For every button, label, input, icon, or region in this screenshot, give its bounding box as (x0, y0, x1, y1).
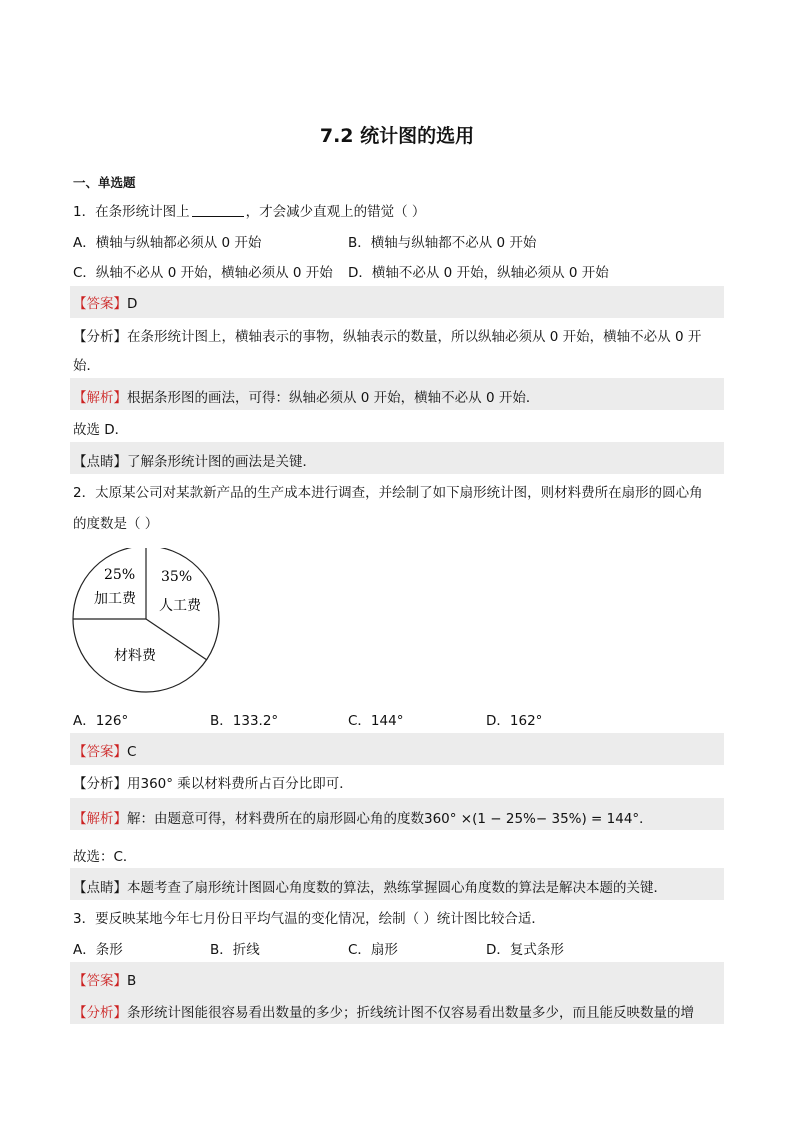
q1-option-c: C．纵轴不必从 0 开始，横轴必须从 0 开始 (73, 265, 333, 281)
q2-option-b: B．133.2° (210, 713, 279, 729)
pie-chart (68, 548, 228, 696)
q3-answer (73, 969, 136, 989)
slice-rengong-pct: 35% (161, 569, 193, 585)
page-title: 7.2 统计图的选用 (319, 125, 475, 147)
q1-option-d: D．横轴不必从 0 开始，纵轴必须从 0 开始 (348, 265, 609, 281)
q1-solution-text: 根据条形图的画法，可得：纵轴必须从 0 开始，横轴不必从 0 开始． (127, 390, 540, 406)
q3-analysis-tag: 【分析】 (73, 1005, 127, 1021)
slice-rengong-label: 人工费 (159, 598, 201, 614)
q3-answer-bg (70, 962, 724, 994)
q1-analysis (73, 325, 701, 345)
q1-analysis-cont: 始． (73, 358, 100, 374)
q2-analysis-tag: 【分析】 (73, 776, 127, 792)
q1-blank (192, 204, 244, 217)
q2-solution (73, 807, 653, 827)
q3-answer-tag: 【答案】 (73, 973, 127, 989)
slice-cailiao-label: 材料费 (114, 648, 156, 664)
q1-solution (73, 386, 539, 406)
q2-stem-line2: 的度数是（ ） (73, 516, 159, 532)
q2-analysis-text: 用360° 乘以材料费所占百分比即可． (127, 776, 353, 792)
q1-stem (73, 200, 425, 220)
q2-choose: 故选：C． (73, 849, 137, 865)
q1-analysis-tag: 【分析】 (73, 329, 127, 345)
q2-solution-text: 解：由题意可得，材料费所在的扇形圆心角的度数360° ×(1 − 25%− 35%) = 144°． (127, 811, 653, 827)
q1-option-b: B．横轴与纵轴都不必从 0 开始 (348, 235, 537, 251)
q1-solution-tag: 【解析】 (73, 390, 127, 406)
q2-answer-bg (70, 733, 724, 765)
q3-option-d: D．复式条形 (486, 942, 564, 958)
q2-comment-tag: 【点睛】 (73, 880, 127, 896)
q1-analysis-text: 在条形统计图上，横轴表示的事物，纵轴表示的数量，所以纵轴必须从 0 开始，横轴不必从 0 开 (127, 329, 702, 345)
q2-analysis (73, 772, 353, 792)
q2-option-a: A．126° (73, 713, 129, 729)
q1-comment-tag: 【点睛】 (73, 454, 127, 470)
q2-answer-value: C (127, 744, 137, 760)
q3-option-a: A．条形 (73, 942, 123, 958)
q1-answer-value: D (127, 296, 138, 312)
q1-answer-tag: 【答案】 (73, 296, 127, 312)
q1-comment (73, 450, 316, 470)
q1-comment-text: 了解条形统计图的画法是关键． (127, 454, 316, 470)
q3-analysis-text: 条形统计图能很容易看出数量的多少；折线统计图不仅容易看出数量多少，而且能反映数量的增 (127, 1005, 694, 1021)
q2-answer (73, 740, 136, 760)
q1-answer (73, 292, 137, 312)
q2-stem-line1: 2．太原某公司对某款新产品的生产成本进行调查，并绘制了如下扇形统计图，则材料费所在扇形的圆心角 (73, 485, 703, 501)
slice-jiagong-pct: 25% (104, 567, 136, 583)
section-heading: 一、单选题 (73, 175, 136, 190)
q2-option-d: D．162° (486, 713, 543, 729)
q3-stem: 3．要反映某地今年七月份日平均气温的变化情况，绘制（ ）统计图比较合适． (73, 911, 545, 927)
q2-solution-tag: 【解析】 (73, 811, 127, 827)
q3-option-c: C．扇形 (348, 942, 398, 958)
q2-comment (73, 876, 667, 896)
q3-analysis (73, 1001, 694, 1021)
q1-stem-end: ，才会减少直观上的错觉（ ） (245, 204, 426, 220)
slice-jiagong-label: 加工费 (94, 591, 136, 607)
q2-comment-text: 本题考查了扇形统计图圆心角度数的算法，熟练掌握圆心角度数的算法是解决本题的关键． (127, 880, 667, 896)
q3-answer-value: B (127, 973, 137, 989)
q1-answer-bg (70, 286, 724, 318)
q1-option-a: A．横轴与纵轴都必须从 0 开始 (73, 235, 262, 251)
q2-option-c: C．144° (348, 713, 404, 729)
q2-answer-tag: 【答案】 (73, 744, 127, 760)
q3-option-b: B．折线 (210, 942, 260, 958)
q1-choose: 故选 D． (73, 422, 129, 438)
q1-stem-start: 1．在条形统计图上 (73, 204, 190, 220)
